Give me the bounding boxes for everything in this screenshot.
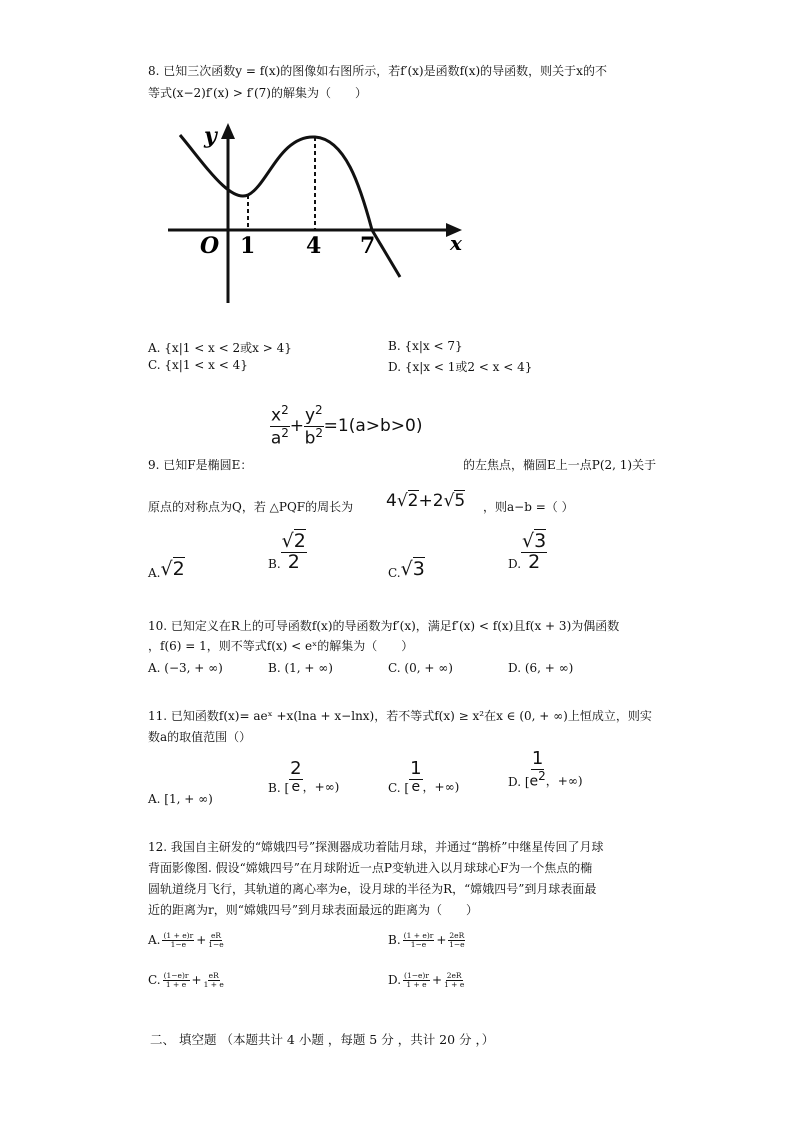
q9-suffix: 的左焦点，椭圆E上一点P(2, 1)关于 (463, 458, 657, 472)
q12-option-a: A. $\frac{(1 + e)r}{1-e}$ + $\frac{eR}{1-e}$ (148, 931, 224, 949)
q9-prefix: 9. 已知F是椭圆E： (148, 458, 253, 472)
graph-origin-label: O (200, 233, 220, 259)
q12-line1: 12. 我国自主研发的“嫦娥四号”探测器成功着陆月球，并通过“鹊桥”中继星传回了月球 (148, 840, 604, 854)
q11-line2: 数a的取值范围（） (148, 730, 252, 744)
q12-option-b: B. $\frac{(1 + e)r}{1-e}$ + $\frac{2eR}{1-e}$ (388, 931, 465, 949)
q9-option-a: A. √2 (148, 558, 185, 580)
q10-line2: ，f(6) = 1，则不等式f(x) < eˣ的解集为（ ） (148, 639, 414, 653)
q11-line1: 11. 已知函数f(x)= aeˣ +x(lna + x−lnx)，若不等式f(x) ≥ x²在x ∈ (0, + ∞)上恒成立，则实 (148, 709, 652, 723)
q12-option-d: D. $\frac{(1-e)r}{1 + e}$ + $\frac{2eR}{1 + e}$ (388, 971, 465, 989)
q10-line1: 10. 已知定义在R上的可导函数f(x)的导函数为f′(x)，满足f′(x) < f(x)且f(x + 3)为偶函数 (148, 619, 620, 633)
q10-option-c: C. (0, + ∞) (388, 661, 453, 675)
q11-option-b: B. [ $\frac{2}{e}$ ，+∞) (268, 758, 340, 795)
q12-option-c: C. $\frac{(1-e)r}{1 + e}$ + $\frac{eR}{1 + e}$ (148, 971, 224, 989)
q9-perimeter-expression: 4 √ 2 +2 √ 5 (386, 491, 466, 511)
q8-option-c: C. {x|1 < x < 4} (148, 358, 248, 372)
q10-option-d: D. (6, + ∞) (508, 661, 574, 675)
q11-option-d: D. [ $\frac{1}{e^2}$ ，+∞) (508, 748, 583, 790)
graph-tick-1: 1 (240, 233, 256, 259)
q12-line3: 圆轨道绕月飞行，其轨道的离心率为e，设月球的半径为R，“嫦娥四号”到月球表面最 (148, 882, 597, 896)
q10-option-b: B. (1, + ∞) (268, 661, 333, 675)
section-2-heading: 二、 填空题 （本题共计 4 小题 ，每题 5 分 ，共计 20 分 ，） (150, 1032, 495, 1047)
q11-option-a: A. [1, + ∞) (148, 792, 213, 806)
graph-y-label: y (204, 123, 217, 149)
q12-line4: 近的距离为r，则“嫦娥四号”到月球表面最远的距离为（ ） (148, 903, 479, 917)
q8-line1: 8. 已知三次函数y = f(x)的图像如右图所示，若f′(x)是函数f(x)的导函数，则关于x的不 (148, 64, 607, 78)
q10-option-a: A. (−3, + ∞) (148, 661, 223, 675)
q8-option-b: B. {x|x < 7} (388, 339, 463, 353)
q8-option-d: D. {x|x < 1或2 < x < 4} (388, 360, 533, 374)
cubic-function-graph (160, 115, 480, 315)
graph-x-label: x (450, 231, 462, 255)
q8-option-a: A. {x|1 < x < 2或x > 4} (148, 341, 292, 355)
q9-option-d: D. $\frac{√3}{2}$ (508, 530, 547, 573)
q9-option-b: B. $\frac{√2}{2}$ (268, 530, 306, 573)
q9-option-c: C. √3 (388, 558, 425, 580)
q11-option-c: C. [ $\frac{1}{e}$ ，+∞) (388, 758, 460, 795)
q8-line2: 等式(x−2)f′(x) > f′(7)的解集为（ ） (148, 86, 367, 100)
q9-line2-start: 原点的对称点为Q，若 △PQF的周长为 (148, 500, 354, 514)
graph-tick-7: 7 (360, 233, 376, 259)
graph-tick-4: 4 (306, 233, 322, 259)
q9-ellipse-equation: $\frac{x^2}{a^2}$ + $\frac{y^2}{b^2}$ =1(a>b>0) (270, 403, 423, 449)
q9-line2-end: ，则a−b =（ ） (483, 500, 574, 514)
q12-line2: 背面影像图. 假设“嫦娥四号”在月球附近一点P变轨进入以月球球心F为一个焦点的椭 (148, 861, 593, 875)
